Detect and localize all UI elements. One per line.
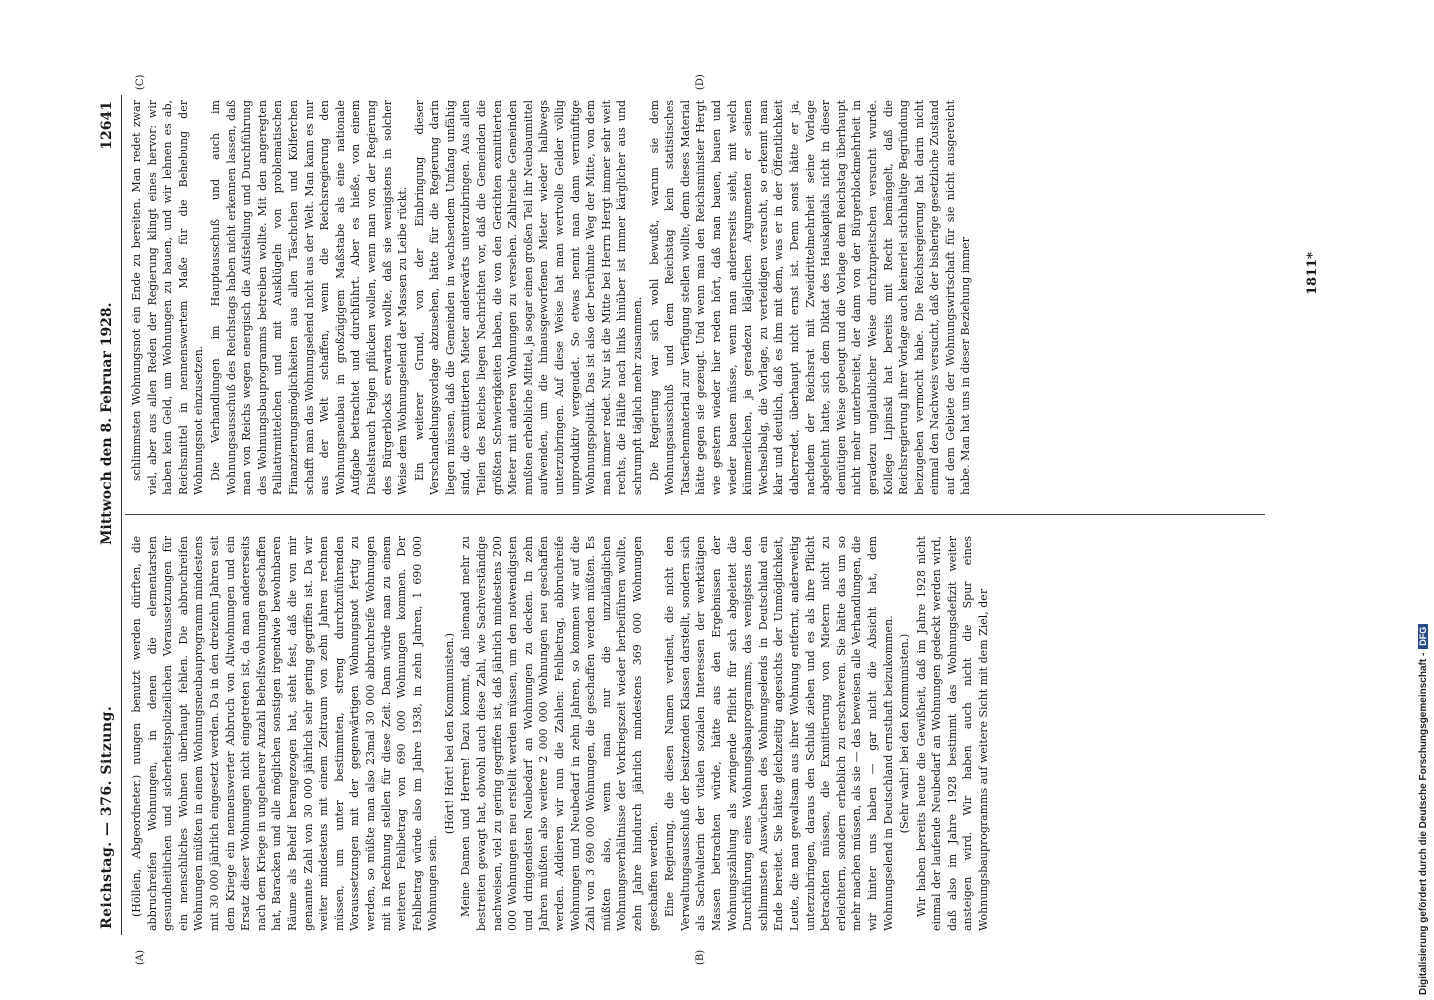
page-footer: 1811* [1305, 252, 1320, 295]
page-number: 12641 [99, 101, 115, 150]
paragraph: Meine Damen und Herren! Dazu kommt, daß niemand mehr zu bestreiten gewagt hat, obwohl auch diese Zahl, wie Sachverständige nachweisen, viel zu gering gegriffen ist, daß jährlich mindestens 200 000 Wohnungen neu erstellt werden müssen, um den notwendigsten und dringendsten Neubedarf an Wohnungen zu decken. In zehn Jahren müßten also weitere 2 000 000 Wohnungen neu geschaffen werden. Addieren wir nun die Zahlen: Fehlbetrag, abbruchreife Wohnungen und Neubedarf in zehn Jahren, so kommen wir auf die Zahl von 3 690 000 Wohnungen, die geschaffen werden müßten. Es müßten also, wenn man nur die unzulänglichen Wohnungsverhältnisse der Vorkriegszeit wieder herbeiführen wollte, zehn Jahre hindurch jährlich mindestens 369 000 Wohnungen geschaffen werden. [459, 536, 660, 931]
paragraph: Eine Regierung, die diesen Namen verdient, die nicht den Verwaltungsausschuß der besitzenden Klassen darstellt, sondern sich als Sachwalterin der vitalen sozialen Interessen der werktätigen Massen betrachten würde, hätte aus den Ergebnissen der Wohnungszählung als zwingende Pflicht für sich abgeleitet die Durchführung eines Wohnungsbauprogramms, das wenigstens den schlimmsten Auswüchsen des Wohnungselends in Deutschland ein Ende bereitet. Sie hätte gleichzeitig angesichts der Unmöglichkeit, Leute, die man gewaltsam aus ihrer Wohnung entfernt, anderweitig unterzubringen, daraus den Schluß ziehen und es als ihre Pflicht betrachten müssen, die Exmittierung von Mietern nicht zu erleichtern, sondern erheblich zu erschweren. Sie hätte das um so mehr machen müssen, als sie — das beweisen alle Verhandlungen, die wir hinter uns haben — gar nicht die Absicht hat, dem Wohnungselend in Deutschland ernsthaft beizukommen. [663, 536, 895, 931]
header-date: Mittwoch den 8. Februar 1928. [99, 302, 115, 545]
margin-mark-a: (A) [135, 949, 146, 965]
rotated-page [95, 74, 1360, 965]
margin-mark-c: (C) [135, 74, 146, 90]
column-left [129, 536, 1279, 931]
column-divider [125, 514, 1265, 515]
paragraph: (Höllein, Abgeordneter.) nungen benutzt werden dürften, die abbruchreifen Wohnungen, in denen die elementarsten gesundheitlichen und sicherheitspolizeilichen Voraussetzungen für ein menschliches Wohnen überhaupt fehlen. Die abbruchreifen Wohnungen müßten in einem Wohnungsneubauprogramm mindestens mit 30 000 jährlich eingesetzt werden. Da in den dreizehn Jahren seit dem Kriege ein nennenswerter Abbruch von Altwohnungen und ein Ersatz dieser Wohnungen nicht eingetreten ist, da man andererseits nach dem Kriege in ungeheurer Anzahl Behelfswohnungen geschaffen hat, Baracken und alle möglichen sonstigen irgendwie bewohnbaren Räume als Behelf herangezogen hat, steht fest, daß die von mir genannte Zahl von 30 000 jährlich sehr gering gegriffen ist. Da wir weiter mindestens mit einem Zeitraum von zehn Jahren rechnen müssen, um unter bestimmten, streng durchzuführenden Voraussetzungen mit der gegenwärtigen Wohnungsnot fertig zu werden, so müßte man also 23mal 30 000 abbruchreife Wohnungen mit in Rechnung stellen für diese Zeit. Dann würde man zu einem weiteren Fehlbetrag von 690 000 Wohnungen kommen. Der Fehlbetrag würde also im Jahre 1938, in zehn Jahren, 1 690 000 Wohnungen sein. [130, 536, 440, 931]
digitization-credit [1418, 624, 1429, 995]
paragraph: schlimmsten Wohnungsnot ein Ende zu bereiten. Man redet zwar viel, aber aus allen Reden der Regierung klingt eines hervor: wir haben kein Geld, um Wohnungen zu bauen, und wir lehnen es ab, Reichsmittel in nennenswertem Maße für die Behebung der Wohnungsnot einzusetzen. [130, 100, 206, 495]
paragraph: Wir haben bereits heute die Gewißheit, daß im Jahre 1928 nicht einmal der laufende Neubedarf an Wohnungen gedeckt werden wird, daß also im Jahre 1928 bestimmt das Wohnungsdefizit weiter ansteigen wird. Wir haben auch nicht die Spur eines Wohnungsbauprogramms auf weitere Sicht mit dem Ziel, der [914, 536, 991, 931]
paragraph: Ein weiterer Grund, von der Einbringung dieser Verschandelungsvorlage abzusehen, hätte für die Regierung darin liegen müssen, daß die Gemeinden in wachsendem Umfang unfähig sind, die exmittierten Mieter anderwärts unterzubringen. Aus allen Teilen des Reiches liegen Nachrichten vor, daß die Gemeinden die größten Schwierigkeiten haben, die von den Gerichten exmittierten Mieter mit anderen Wohnungen zu versehen. Zahlreiche Gemeinden mußten erhebliche Mittel, ja sogar einen großen Teil ihr Neubaumittel aufwenden, um die hinausgeworfenen Mieter wieder halbwegs unterzubringen. Auf diese Weise hat man wertvolle Gelder völlig unproduktiv vergeudet. So etwas nennt man dann vernünftige Wohnungspolitik. Das ist also der berühmte Weg der Mitte, von dem man immer redet. Nur ist die Mitte bei Herrn Hergt immer sehr weit rechts, die Hälfte nach links hinüber ist immer kärglicher aus und schrumpft täglich mehr zusammen. [412, 100, 644, 495]
header-left: Reichstag. — 376. Sitzung. [99, 705, 115, 929]
interjection: (Hört! Hört! bei den Kommunisten.) [442, 632, 456, 835]
margin-mark-b: (B) [695, 949, 706, 965]
paragraph: Die Regierung war sich wohl bewußt, warum sie dem Wohnungsausschuß und dem Reichstag kein statistisches Tatsachenmaterial zur Verfügung stellen wollte, denn dieses Material hätte gegen sie gezeugt. Und wenn man den Reichsminister Hergt wie gestern wieder hier reden hört, daß man bauen, bauen und wieder bauen müsse, wenn man andererseits sieht, mit welch kümmerlichen, ja geradezu kläglichen Argumenten er seinen Wechselbalg, die Vorlage, zu verteidigen versucht, so erkennt man klar und deutlich, daß es ihm mit dem, was er in der Öffentlichkeit daherredet, überhaupt nicht ernst ist. Denn sonst hätte er ja, nachdem der Reichsrat mit Zweidrittelmehrheit seine Vorlage abgelehnt hatte, sich dem Diktat des Hauskapitals nicht in dieser demütigen Weise gebeugt und die Vorlage dem Reichstag überhaupt nicht mehr unterbreitet, der dann von der Bürgerblockmehrheit in geradezu unglaublicher Weise durchzupeitschen versucht wurde. Kollege Lipinski hat bereits mit Recht bemängelt, daß die Reichsregierung ihrer Vorlage auch keinerlei stichhaltige Begründung beizugeben vermocht habe. Die Reichsregierung hat darin nicht einmal den Nachweis versucht, daß der bisherige gesetzliche Zustand auf dem Gebiete der Wohnungswirtschaft für sie nicht ausgereicht habe. Man hat uns in dieser Beziehung immer [647, 100, 973, 495]
paragraph: Die Verhandlungen im Hauptausschuß und auch im Wohnungsausschuß des Reichstags haben nicht erkennen lassen, daß man von Reichs wegen energisch die Aufstellung und Durchführung des Wohnungsbauprogramms betreiben wollte. Mit den angeregten Palliativmittelchen und mit Ausklügeln von problematischen Finanzierungsmöglichkeiten aus allen Täschchen und Kölferchen schafft man das Wohnungselend nicht aus der Welt. Man kann es nur aus der Welt schaffen, wenn die Reichsregierung den Wohnungsneubau in großzügigem Maßstabe als eine nationale Aufgabe betrachtet und durchführt. Aber es hieße, von einem Distelstrauch Feigen pflücken wollen, wenn man von der Regierung des Bürgerblocks erwarten wollte, daß sie wenigstens in solcher Weise dem Wohnungselend der Massen zu Leibe rückt. [208, 100, 410, 495]
interjection: (Sehr wahr! bei den Kommunisten.) [898, 633, 912, 834]
header-rule [121, 95, 122, 935]
column-right [129, 100, 1279, 495]
dfg-logo: DFG [1418, 624, 1428, 649]
credit-text: Digitalisierung gefördert durch die Deutsche Forschungsgemeinschaft - [1418, 652, 1429, 995]
margin-mark-d: (D) [695, 74, 706, 90]
